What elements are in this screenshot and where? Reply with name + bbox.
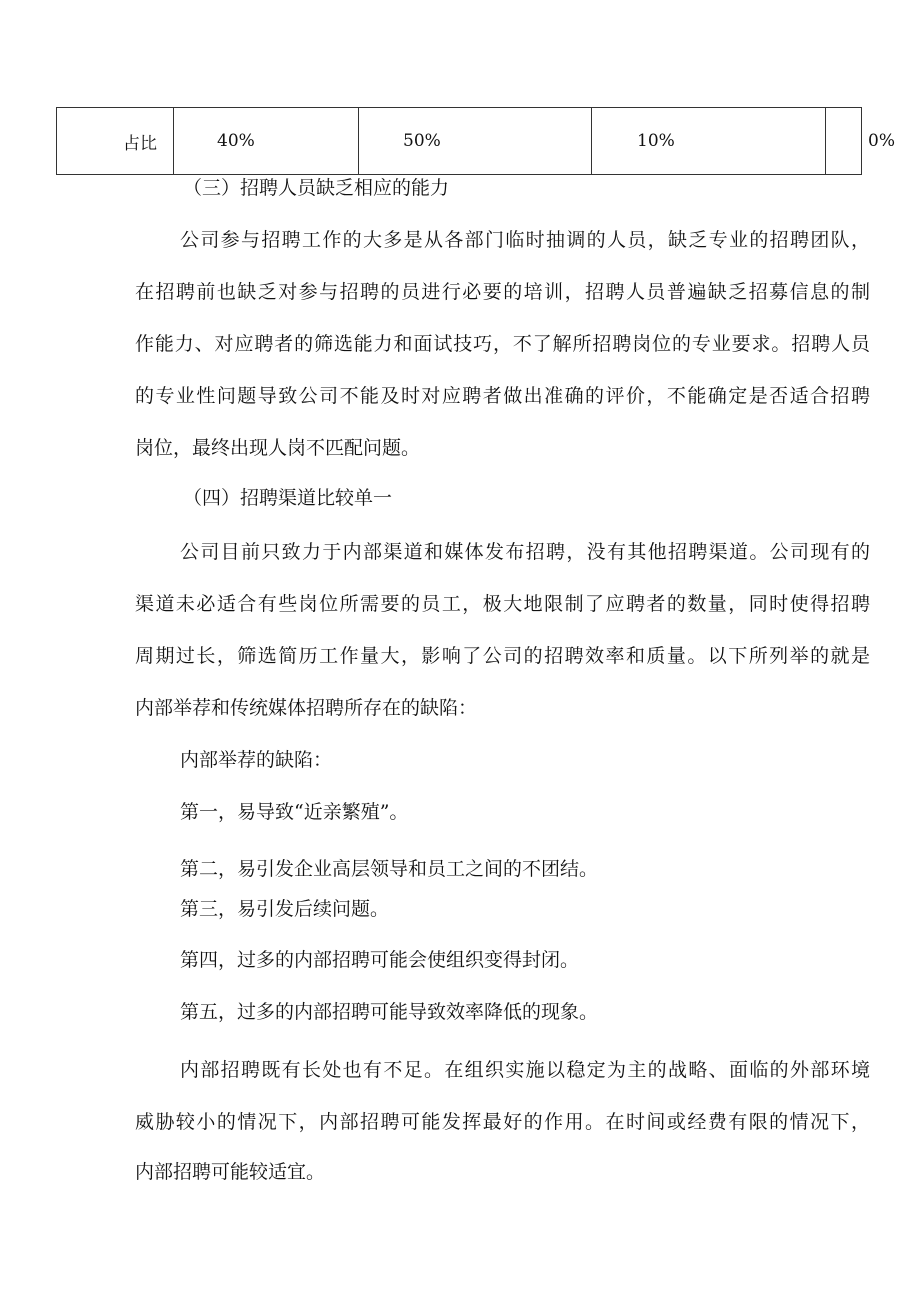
defects-title: 内部举荐的缺陷： xyxy=(180,749,333,771)
paragraph-line: 在招聘前也缺乏对参与招聘的员进行必要的培训，招聘人员普遍缺乏招募信息的制 xyxy=(135,281,870,303)
list-item: 第五，过多的内部招聘可能导致效率降低的现象。 xyxy=(180,1001,599,1023)
paragraph-line: 周期过长，筛选简历工作量大，影响了公司的招聘效率和质量。以下所列举的就是 xyxy=(135,645,870,667)
table-row xyxy=(57,108,862,175)
paragraph-line: 内部举荐和传统媒体招聘所存在的缺陷： xyxy=(135,697,478,719)
paragraph-line: 公司参与招聘工作的大多是从各部门临时抽调的人员，缺乏专业的招聘团队， xyxy=(180,229,870,251)
paragraph-line: 公司目前只致力于内部渠道和媒体发布招聘，没有其他招聘渠道。公司现有的 xyxy=(180,541,870,563)
paragraph-line: 内部招聘既有长处也有不足。在组织实施以稳定为主的战略、面临的外部环境 xyxy=(180,1059,870,1081)
section-heading-3: （三）招聘人员缺乏相应的能力 xyxy=(183,177,450,199)
list-item: 第一，易导致“近亲繁殖”。 xyxy=(180,801,409,823)
paragraph-line: 作能力、对应聘者的筛选能力和面试技巧，不了解所招聘岗位的专业要求。招聘人员 xyxy=(135,333,870,355)
list-item: 第三，易引发后续问题。 xyxy=(180,898,390,920)
ratio-table xyxy=(56,107,895,175)
row-label: 占比 xyxy=(57,108,174,175)
table-cell: 0% xyxy=(826,108,862,175)
paragraph-line: 威胁较小的情况下，内部招聘可能发挥最好的作用。在时间或经费有限的情况下， xyxy=(135,1111,870,1133)
list-item: 第二，易引发企业高层领导和员工之间的不团结。 xyxy=(180,858,599,880)
table-cell: 10% xyxy=(592,108,826,175)
paragraph-line: 的专业性问题导致公司不能及时对应聘者做出准确的评价，不能确定是否适合招聘 xyxy=(135,385,870,407)
paragraph-line: 岗位，最终出现人岗不匹配问题。 xyxy=(135,437,421,459)
paragraph-line: 渠道未必适合有些岗位所需要的员工，极大地限制了应聘者的数量，同时使得招聘 xyxy=(135,593,870,615)
paragraph-line: 内部招聘可能较适宜。 xyxy=(135,1161,326,1183)
list-item: 第四，过多的内部招聘可能会使组织变得封闭。 xyxy=(180,949,580,971)
section-heading-4: （四）招聘渠道比较单一 xyxy=(183,487,393,509)
table-cell: 50% xyxy=(359,108,592,175)
table-cell: 40% xyxy=(174,108,359,175)
